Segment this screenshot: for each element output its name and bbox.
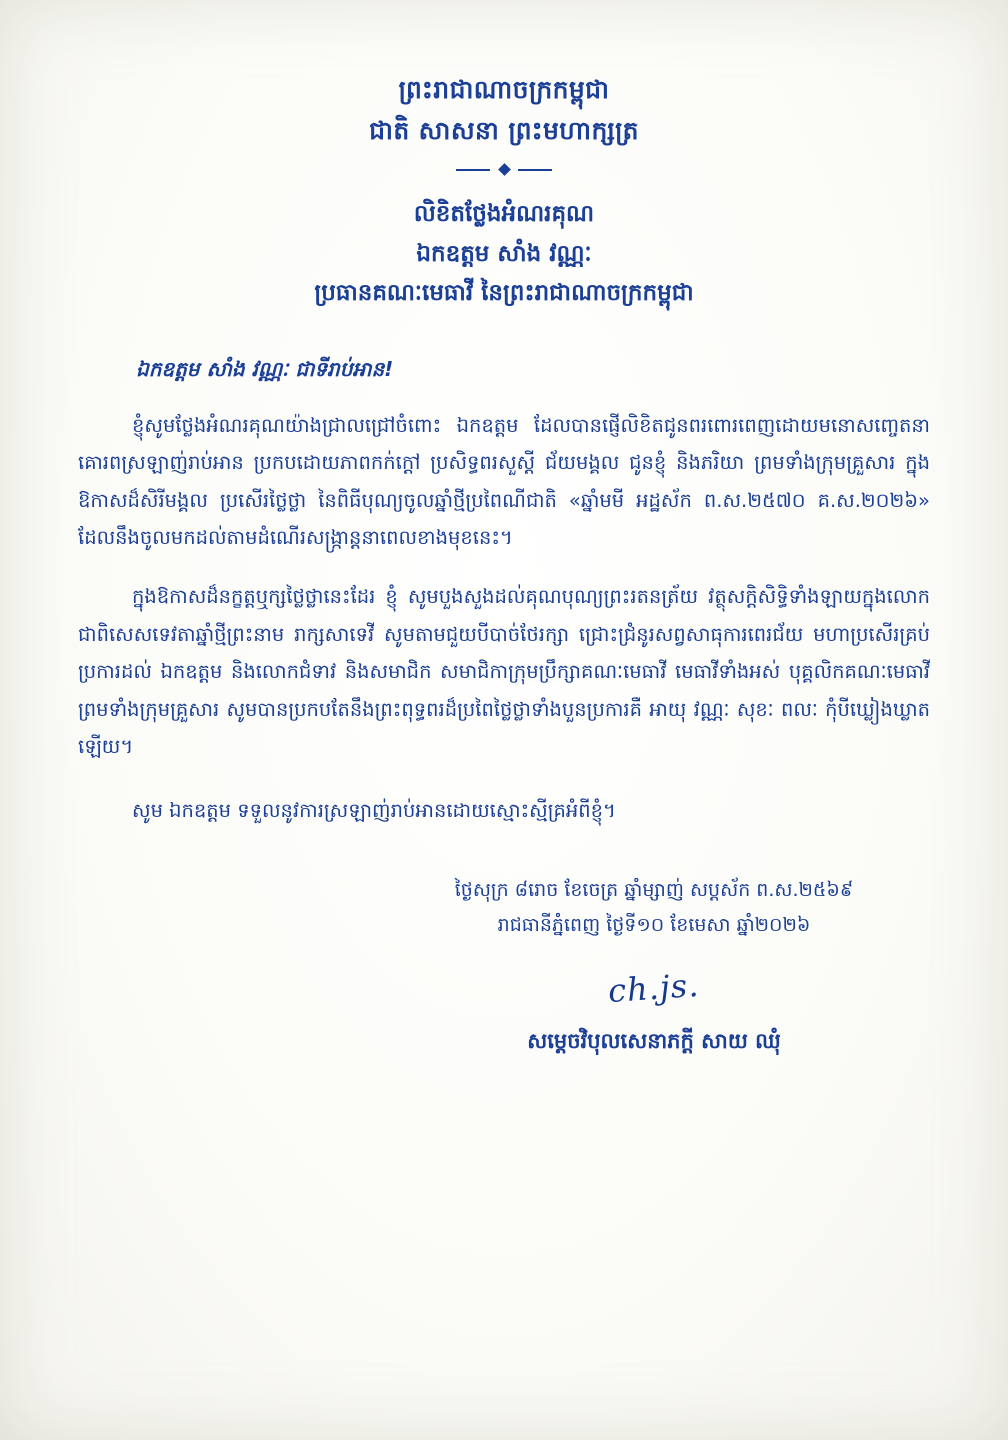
signer-name: សម្តេចវិបុលសេនាភក្តី សាយ ឈុំ (527, 1028, 781, 1053)
date-lunar: ថ្ងៃសុក្រ ៨រោច ខែចេត្រ ឆ្នាំម្សាញ់ សប្តស័ក ព.ស.២៥៦៩ (454, 878, 854, 901)
title-line-3: ប្រធានគណៈមេធាវី នៃព្រះរាជាណាចក្រកម្ពុជា (314, 280, 694, 307)
motto-line: ជាតិ សាសនា ព្រះមហាក្សត្រ (369, 115, 639, 145)
closing-paragraph: សូម ឯកឧត្តម ទទួលនូវការស្រឡាញ់រាប់អានដោយស្មោះស្មីគ្រអំពីខ្ញុំ។ (132, 798, 616, 822)
title-line-2: ឯកឧត្តម សាំង វណ្ណៈ (416, 240, 592, 267)
divider-bar-right (518, 169, 552, 171)
national-header (78, 70, 930, 151)
date-block (78, 873, 930, 943)
signature-area (78, 965, 930, 1011)
paragraph-two: ក្នុងឱកាសដ៏នក្ខត្តឬក្សថ្លៃថ្លានេះដែរ ខ្ញុំ សូមបួងសួងដល់គុណបុណ្យព្រះរតនត្រ័យ វត្ថុសក្តិសិទ្ធិទាំងឡាយក្នុងលោកជាពិសេសទេវតាឆ្នាំថ្មីព្រះនាម រាក្សសាទេវី សូមតាមជួយបីបាច់ថែរក្សា ជ្រោះជ្រំនូរសព្វសាធុការពេរជ័យ មហាប្រសើរគ្រប់ប្រការដល់ ឯកឧត្តម និងលោកជំទាវ និងសមាជិក សមាជិកាក្រុមប្រឹក្សាគណៈមេធាវី មេធាវីទាំងអស់ បុគ្គលិកគណៈមេធាវី ព្រមទាំងក្រុមគ្រួសារ សូមបានប្រកបតែនឹងព្រះពុទ្ធពរដ៏ប្រពៃថ្លៃថ្លាទាំងបួនប្រការគឺ អាយុ វណ្ណៈ សុខៈ ពលៈ កុំបីឃ្លៀងឃ្លាតឡើយ។ (78, 585, 930, 759)
date-gregorian: រាជធានីភ្នំពេញ ថ្ងៃទី១០ ខែមេសា ឆ្នាំ២០២៦ (497, 913, 811, 936)
divider-bar-left (456, 169, 490, 171)
letter-title (78, 195, 930, 314)
paragraph-one: ខ្ញុំសូមថ្លែងអំណរគុណយ៉ាងជ្រាលជ្រៅចំពោះ ឯកឧត្តម ដែលបានផ្ញើលិខិតជូនពរពោរពេញដោយមនោសញ្ចេតនាគោរពស្រឡាញ់រាប់អាន ប្រកបដោយភាពកក់ក្ដៅ ប្រសិទ្ធពរសួស្ដី ជ័យមង្គល ជូនខ្ញុំ និងភរិយា ព្រមទាំងក្រុមគ្រួសារ ក្នុងឱកាសដ៏សិរីមង្គល ប្រសើរថ្លៃថ្លា នៃពិធីបុណ្យចូលឆ្នាំថ្មីប្រពៃណីជាតិ «ឆ្នាំមមី អដ្ឋស័ក ព.ស.២៥៧០ គ.ស.២០២៦» ដែលនឹងចូលមកដល់តាមដំណើរសង្រ្កាន្តនាពេលខាងមុខនេះ។ (78, 413, 930, 549)
handwritten-signature: ch.js. (607, 965, 701, 1011)
salutation: ឯកឧត្តម សាំង វណ្ណៈ ជាទីរាប់អាន! (136, 356, 394, 381)
kingdom-line: ព្រះរាជាណាចក្រកម្ពុជា (398, 75, 610, 104)
divider-diamond-icon (498, 163, 511, 176)
title-line-1: លិខិតថ្លែងអំណរគុណ (413, 201, 595, 227)
ornament-divider (456, 165, 552, 175)
